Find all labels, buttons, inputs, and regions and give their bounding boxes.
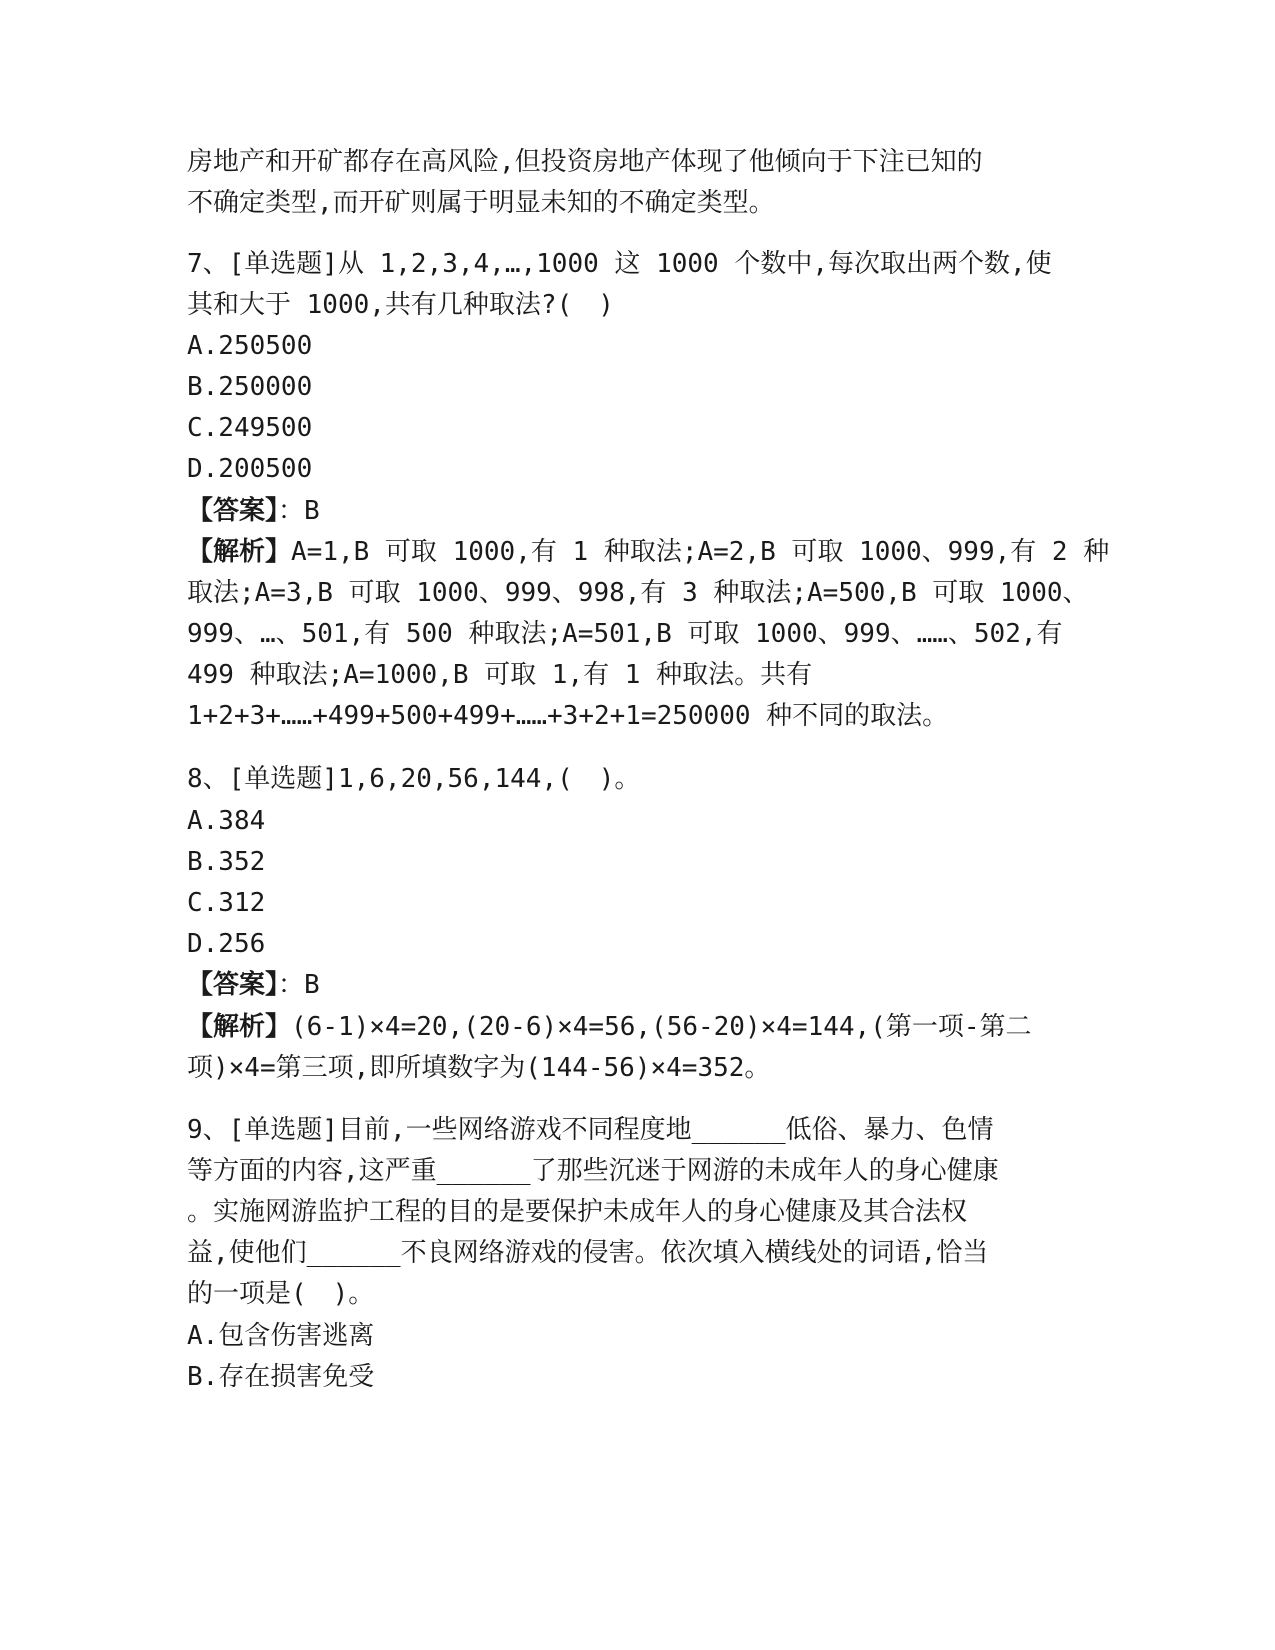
analysis-line: 1+2+3+……+499+500+499+……+3+2+1=250000 种不同的取法。 xyxy=(187,701,949,731)
intro-line: 不确定类型,而开矿则属于明显未知的不确定类型。 xyxy=(187,188,775,218)
answer-line xyxy=(187,968,320,1002)
option-b: B.352 xyxy=(187,847,266,877)
analysis-line xyxy=(187,1010,1032,1044)
option-a: A.250500 xyxy=(187,331,313,361)
analysis-label: 【解析】 xyxy=(187,537,292,567)
question-stem-line: 其和大于 1000,共有几种取法?( ) xyxy=(187,290,614,320)
intro-line: 房地产和开矿都存在高风险,但投资房地产体现了他倾向于下注已知的 xyxy=(187,147,983,177)
analysis-line: 项)×4=第三项,即所填数字为(144-56)×4=352。 xyxy=(187,1053,771,1083)
answer-value: ：B xyxy=(278,970,320,1000)
question-stem-line: 7、[单选题]从 1,2,3,4,…,1000 这 1000 个数中,每次取出两个数,使 xyxy=(187,249,1052,279)
analysis-line: 999、…、501,有 500 种取法;A=501,B 可取 1000、999、……、502,有 xyxy=(187,619,1063,649)
analysis-line: 取法;A=3,B 可取 1000、999、998,有 3 种取法;A=500,B 可取 1000、 xyxy=(187,578,1089,608)
question-stem-line: 9、[单选题]目前,一些网络游戏不同程度地______低俗、暴力、色情 xyxy=(187,1115,994,1145)
analysis-line xyxy=(187,535,1109,569)
answer-value: ：B xyxy=(278,496,320,526)
question-stem-line: 8、[单选题]1,6,20,56,144,( )。 xyxy=(187,764,641,794)
question-stem-line: 。实施网游监护工程的目的是要保护未成年人的身心健康及其合法权 xyxy=(187,1197,968,1227)
answer-label: 【答案】 xyxy=(187,496,279,526)
analysis-label: 【解析】 xyxy=(187,1012,292,1042)
question-stem-line: 等方面的内容,这严重______了那些沉迷于网游的未成年人的身心健康 xyxy=(187,1156,999,1186)
option-a: A.384 xyxy=(187,806,266,836)
option-b: B.存在损害免受 xyxy=(187,1362,375,1392)
analysis-line: 499 种取法;A=1000,B 可取 1,有 1 种取法。共有 xyxy=(187,660,813,690)
option-b: B.250000 xyxy=(187,372,313,402)
option-a: A.包含伤害逃离 xyxy=(187,1321,375,1351)
answer-label: 【答案】 xyxy=(187,970,279,1000)
analysis-text: (6-1)×4=20,(20-6)×4=56,(56-20)×4=144,(第一项-第二 xyxy=(291,1012,1032,1042)
option-c: C.249500 xyxy=(187,413,313,443)
analysis-text: A=1,B 可取 1000,有 1 种取法;A=2,B 可取 1000、999,有 2 种 xyxy=(291,537,1110,567)
question-stem-line: 益,使他们______不良网络游戏的侵害。依次填入横线处的词语,恰当 xyxy=(187,1238,989,1268)
option-d: D.256 xyxy=(187,929,266,959)
option-d: D.200500 xyxy=(187,454,313,484)
option-c: C.312 xyxy=(187,888,266,918)
question-stem-line: 的一项是( )。 xyxy=(187,1279,375,1309)
answer-line xyxy=(187,494,320,528)
